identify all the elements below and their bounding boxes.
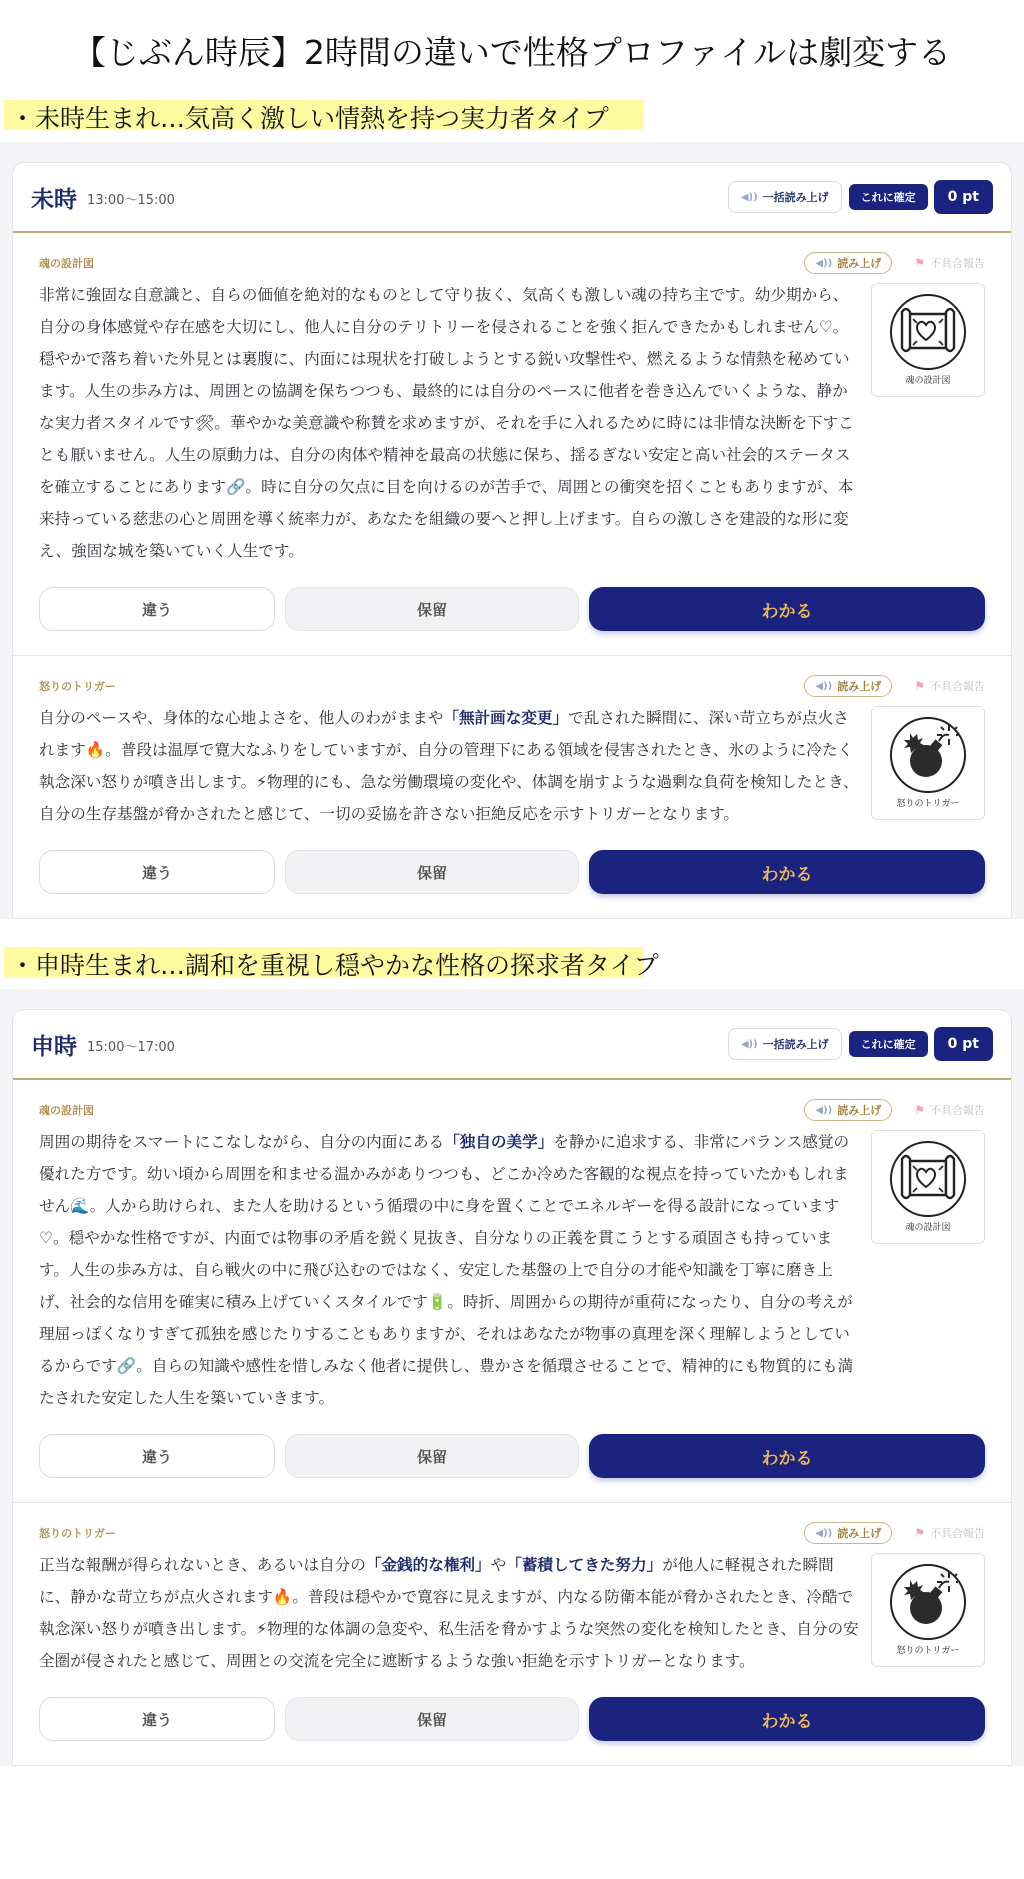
read-aloud-button[interactable] — [804, 252, 892, 274]
report-button[interactable] — [914, 1525, 985, 1541]
report-label: 不具合報告 — [930, 680, 985, 693]
jikan-card — [12, 162, 1012, 919]
flag-icon: ⚑ — [914, 679, 925, 693]
confirm-button[interactable]: これに確定 — [849, 184, 928, 210]
wrong-button[interactable]: 違う — [39, 1697, 275, 1741]
card-header — [13, 1010, 1011, 1080]
emphasis: 「蓄積してきた努力」 — [506, 1556, 663, 1574]
confirm-button[interactable]: これに確定 — [849, 1031, 928, 1057]
block-label: 怒りのトリガー — [39, 680, 116, 693]
wrong-button[interactable]: 違う — [39, 587, 275, 631]
speaker-icon: ◀)) — [815, 257, 833, 269]
section-banner-text: ・未時生まれ…気高く激しい情熱を持つ実力者タイプ — [10, 104, 609, 133]
flag-icon: ⚑ — [914, 256, 925, 270]
icon-caption: 魂の設計図 — [905, 376, 951, 386]
time-range: 13:00〜15:00 — [87, 192, 175, 208]
section-banner — [0, 947, 1024, 989]
emphasis: 「金銭的な権利」 — [365, 1556, 491, 1574]
soul-blueprint-icon — [871, 1130, 985, 1244]
section-wrap — [0, 989, 1024, 1766]
jikan-title: 未時 — [31, 185, 77, 213]
card-header — [13, 163, 1011, 233]
report-label: 不具合報告 — [930, 1104, 985, 1117]
report-button[interactable] — [914, 678, 985, 694]
section-banner — [0, 100, 1024, 142]
read-aloud-button[interactable] — [804, 1099, 892, 1121]
block-label: 魂の設計図 — [39, 1104, 94, 1117]
flag-icon: ⚑ — [914, 1526, 925, 1540]
speaker-icon: ◀)) — [815, 1527, 833, 1539]
read-aloud-label: 読み上げ — [837, 680, 882, 693]
report-label: 不具合報告 — [930, 1527, 985, 1540]
hold-button[interactable]: 保留 — [285, 1697, 579, 1741]
soul-blueprint-icon — [871, 283, 985, 397]
points-button[interactable]: 0 pt — [934, 1027, 993, 1061]
jikan-title: 申時 — [31, 1032, 77, 1060]
icon-caption: 魂の設計図 — [905, 1223, 951, 1233]
wrong-button[interactable]: 違う — [39, 850, 275, 894]
agree-button[interactable]: わかる — [589, 1697, 985, 1741]
read-all-label: 一括読み上げ — [762, 1038, 829, 1051]
bomb-icon — [871, 706, 985, 820]
anger-trigger-block — [13, 1503, 1011, 1766]
block-label: 魂の設計図 — [39, 257, 94, 270]
read-aloud-label: 読み上げ — [837, 257, 882, 270]
read-aloud-label: 読み上げ — [837, 1527, 882, 1540]
agree-button[interactable]: わかる — [589, 850, 985, 894]
jikan-card — [12, 1009, 1012, 1766]
read-all-label: 一括読み上げ — [762, 191, 829, 204]
section-banner-text: ・申時生まれ…調和を重視し穏やかな性格の探求者タイプ — [10, 951, 659, 980]
report-button[interactable] — [914, 255, 985, 271]
anger-trigger-block — [13, 656, 1011, 919]
read-aloud-button[interactable] — [804, 1522, 892, 1544]
read-all-button[interactable] — [728, 181, 842, 213]
read-aloud-button[interactable] — [804, 675, 892, 697]
block-text: 非常に強固な自意識と、自らの価値を絶対的なものとして守り抜く、気高くも激しい魂の持ち主です。幼少期から、自分の身体感覚や存在感を大切にし、他人に自分のテリトリーを侵されることを強く拒んできたかもしれません♡。穏やかで落ち着いた外見とは裏腹に、内面には現状を打破しようとする鋭い攻撃性や、燃えるような情熱を秘めています。人生の歩み方は、周囲との協調を保ちつつも、最終的には自分のペースに他者を巻き込んでいくような、静かな実力者スタイルです🛠。華やかな美意識や称賛を求めますが、それを手に入れるために時には非情な決断を下すことも厭いません。人生の原動力は、自分の肉体や精神を最高の状態に保ち、揺るぎない安定と高い社会的ステータスを確立することにあります🔗。時に自分の欠点に目を向けるのが苦手で、周囲との衝突を招くこともありますが、本来持っている慈悲の心と周囲を導く統率力が、あなたを組織の要へと押し上げます。自らの激しさを建設的な形に変え、強固な城を築いていく人生です。 — [39, 286, 854, 560]
soul-blueprint-block — [13, 1080, 1011, 1503]
emphasis: 「独自の美学」 — [444, 1133, 554, 1151]
speaker-icon: ◀)) — [815, 680, 833, 692]
block-text: 自分のペースや、身体的な心地よさを、他人のわがままや「無計画な変更」で乱された瞬間に、深い苛立ちが点火されます🔥。普段は温厚で寛大なふりをしていますが、自分の管理下にある領域を侵害されたとき、氷のように冷たく執念深い怒りが噴き出します。⚡物理的にも、急な労働環境の変化や、体調を崩すような過剰な負荷を検知したとき、自分の生存基盤が脅かされたと感じて、一切の妥協を許さない拒絶反応を示すトリガーとなります。 — [39, 709, 859, 823]
read-all-button[interactable] — [728, 1028, 842, 1060]
report-button[interactable] — [914, 1102, 985, 1118]
block-text: 正当な報酬が得られないとき、あるいは自分の「金銭的な権利」や「蓄積してきた努力」が他人に軽視された瞬間に、静かな苛立ちが点火されます🔥。普段は穏やかで寛容に見えますが、内なる防衛本能が脅かされたとき、冷酷で執念深い怒りが噴き出します。⚡物理的な体調の急変や、私生活を脅かすような突然の変化を検知したとき、自分の安全圏が侵されたと感じて、周囲との交流を完全に遮断するような強い拒絶を示すトリガーとなります。 — [39, 1556, 859, 1670]
icon-caption: 怒りのトリガー — [896, 799, 960, 809]
flag-icon: ⚑ — [914, 1103, 925, 1117]
agree-button[interactable]: わかる — [589, 587, 985, 631]
points-button[interactable]: 0 pt — [934, 180, 993, 214]
speaker-icon: ◀)) — [815, 1104, 833, 1116]
icon-caption: 怒りのトリガー — [896, 1646, 960, 1656]
section-wrap — [0, 142, 1024, 919]
agree-button[interactable]: わかる — [589, 1434, 985, 1478]
block-label: 怒りのトリガー — [39, 1527, 116, 1540]
hold-button[interactable]: 保留 — [285, 587, 579, 631]
time-range: 15:00〜17:00 — [87, 1039, 175, 1055]
soul-blueprint-block — [13, 233, 1011, 656]
wrong-button[interactable]: 違う — [39, 1434, 275, 1478]
page-title: 【じぶん時辰】2時間の違いで性格プロファイルは劇変する — [72, 32, 952, 72]
report-label: 不具合報告 — [930, 257, 985, 270]
bomb-icon — [871, 1553, 985, 1667]
speaker-icon: ◀)) — [740, 1038, 758, 1050]
block-text: 周囲の期待をスマートにこなしながら、自分の内面にある「独自の美学」を静かに追求する、非常にバランス感覚の優れた方です。幼い頃から周囲を和ませる温かみがありつつも、どこか冷めた客観的な視点を持っていたかもしれません🌊。人から助けられ、また人を助けるという循環の中に身を置くことでエネルギーを得る設計になっています♡。穏やかな性格ですが、内面では物事の矛盾を鋭く見抜き、自分なりの正義を貫こうとする頑固さも持っています。人生の歩み方は、自ら戦火の中に飛び込むのではなく、安定した基盤の上で自分の才能や知識を丁寧に磨き上げ、社会的な信用を確実に積み上げていくスタイルです🔋。時折、周囲からの期待が重荷になったり、自分の考えが理屈っぽくなりすぎて孤独を感じたりすることもありますが、それはあなたが物事の真理を深く理解しようとしているからです🔗。自らの知識や感性を惜しみなく他者に提供し、豊かさを循環させることで、精神的にも物質的にも満たされた安定した人生を築いていきます。 — [39, 1133, 854, 1407]
speaker-icon: ◀)) — [740, 191, 758, 203]
read-aloud-label: 読み上げ — [837, 1104, 882, 1117]
hold-button[interactable]: 保留 — [285, 1434, 579, 1478]
emphasis: 「無計画な変更」 — [443, 709, 569, 727]
hold-button[interactable]: 保留 — [285, 850, 579, 894]
